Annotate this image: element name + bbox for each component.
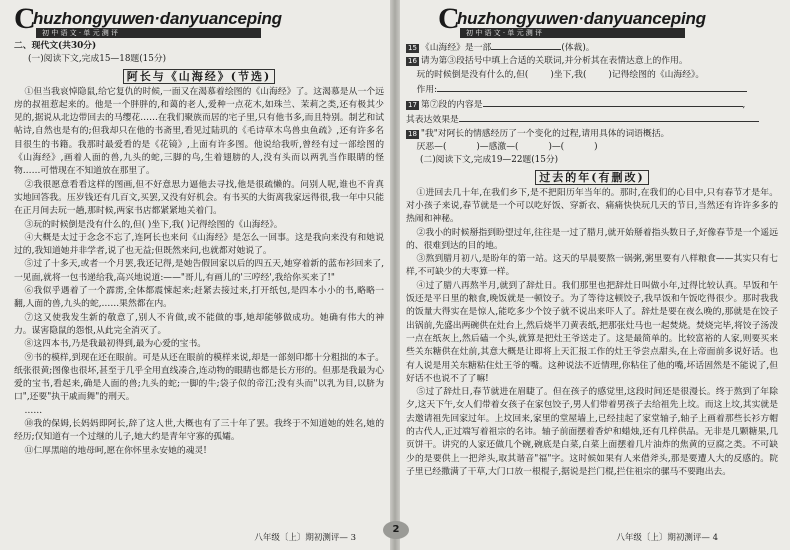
brand-title: huzhongyuwen·danyuanceping [457, 9, 706, 28]
right-page [398, 0, 790, 550]
paragraph: ③熬到腊月初八,是盼年的第一站。这天的早晨要熬一锅粥,粥里要有八样粮食——其实只有七样,不可缺少的大枣算一样。 [406, 254, 778, 278]
left-content [14, 40, 384, 458]
paragraph: …… [24, 405, 43, 416]
question-16-sentence: 玩的时候倒是没有什么的,但( )坐下,我( )记得绘图的《山海经》。 [416, 69, 705, 80]
question-17: 17 第⑦段的内容是 , [406, 97, 778, 112]
question-18: 18 "我"对阿长的情感经历了一个变化的过程,请用具体的词语概括。 [408, 128, 670, 139]
reading1-instruction: (一)阅读下文,完成15—18题(15分) [28, 54, 167, 65]
page-footer-right: 八年级〔上〕期初测评— 4 [616, 533, 718, 543]
brand-title: huzhongyuwen·danyuanceping [33, 9, 282, 28]
page-footer-left: 八年级〔上〕期初测评— 3 [254, 533, 356, 543]
left-page [0, 0, 392, 550]
paragraph: ⑥我似乎遇着了一个霹雳,全体都震悚起来;赶紧去接过来,打开纸包,是四本小小的书,略略一翻,人面的兽,九头的蛇,……果然都在内。 [14, 286, 384, 310]
paragraph: ②我很愿意看看这样的图画,但不好意思力逼他去寻找,他是很疏懒的。问别人呢,谁也不肯真实地回答我。压岁钱还有几百文,买罢,又没有好机会。有书买的大街离我家远得很,我一年中只能在正月间去玩一趟,那时候,两家书店都紧紧地关着门。 [14, 179, 384, 217]
paragraph: ⑤过了十多天,或者一个月罢,我还记得,是她告假回家以后的四五天,她穿着新的蓝布衫回来了,一见面,就将一包书递给我,高兴地说道:——"哥儿,有画儿的'三哼经',我给你买来了!" [14, 259, 384, 283]
article1-title: 阿长与《山海经》(节选) [14, 68, 384, 85]
paragraph: ①但当我哀悼隐鼠,给它复仇的时候,一面又在渴慕着绘图的《山海经》了。这渴慕是从一个远房的叔祖惹起来的。他是一个胖胖的,和蔼的老人,爱种一点花木,如珠兰、茉莉之类,还有极其少见的,据说从北边带回去的马缨花……在我们聚族而居的宅子里,只有他书多,而且特别。制艺和试帖诗,自然也是有的;但我却只在他的书斋里,看见过陆玑的《毛诗草木鸟兽虫鱼疏》,还有许多名目很生的书籍。我那时最爱看的是《花镜》,上面有许多图。他说给我听,曾经有过一部绘图的《山海经》,画着人面的兽,九头的蛇,三脚的鸟,生着翅膀的人,没有头而以两乳当作眼睛的怪物……可惜现在不知道放在那里了。 [14, 86, 384, 177]
right-content [406, 40, 778, 479]
answer-blank[interactable] [459, 112, 759, 122]
paragraph: ②我小的时候掰指到盼望过年,往往是一过了腊月,就开始掰着指头数日子,好像春节是一个遥远的、很难到达的目的地。 [406, 227, 778, 251]
paragraph: ⑪仁厚黑暗的地母呵,愿在你怀里永安她的魂灵! [24, 445, 207, 456]
question-16-effect: 作用: [406, 82, 778, 97]
paragraph: ⑨书的模样,到现在还在眼前。可是从还在眼前的模样来说,却是一部刻印都十分粗拙的本子。纸张很黄;图像也很坏,甚至于几乎全用直线凑合,连动物的眼睛也都是长方形的。但那是我最为心爱的宝书,看起来,确是人面的兽;九头的蛇;一脚的牛;袋子似的帝江;没有头而"以乳为目,以脐为口",还要"执干戚而舞"的刑天。 [14, 352, 384, 403]
paragraph: ④过了腊八再熬半月,就到了辞灶日。我们那里也把辞灶日叫做小年,过得比较认真。早饭和午饭还是平日里的粮食,晚饭就是一顿饺子。为了等待这顿饺子,我早饭和午饭吃得很少。那时我我的饭量大得实在是惊人,能吃多少个饺子就不说出来吓人了。辞灶是要在夜么晚的,那就是在饺子出锅前,先盛出两碗供在灶台上,然后烧半刀黄表纸,把那张灶马也一起焚烧。焚烧完毕,将饺子汤泼一点在纸灰上,然后磕一个头,就算是把灶王爷送走了。这是最简单的。比较富裕的人家,则要买来些关东糖供在灶前,其意大概是让即将上天汇报工作的灶王爷尝点甜头,在上帝面前多说好话。也有人说是用关东糖粘住灶王爷的嘴。这种说法不近情理,你粘住了他的嘴,坏话固然是不能说了,但好话不也说不了了嘛! [406, 280, 778, 384]
paragraph: ⑧这四本书,乃是我最初得到,最为心爱的宝书。 [24, 339, 207, 350]
question-17-line2: 其表达效果是 [406, 112, 778, 127]
paragraph: ⑩我的保姆,长妈妈即阿长,辞了这人世,大概也有了三十年了罢。我终于不知道她的姓名,她的经历;仅知道有一个过继的儿子,她大约是青年守寡的孤孀。 [14, 419, 384, 443]
page-number-badge: 2 [383, 521, 409, 539]
brand-initial: C [14, 2, 36, 35]
brand-subtitle: 初 中 语 文 · 单 元 测 评 [36, 28, 261, 38]
paragraph: ③玩的时候倒是没有什么的,但( )坐下,我( )记得绘图的《山海经》。 [24, 219, 283, 230]
brand-initial: C [438, 2, 460, 35]
answer-blank[interactable] [437, 82, 747, 92]
paragraph: ①进回去几十年,在我们乡下,是不把阳历年当年的。那时,在我们的心目中,只有春节才是年。对小孩子来说,春节就是一个可以吃好饭、穿新衣、痛痛快快玩几天的节日,当然还有许许多多的热闹和神秘。 [406, 187, 778, 225]
answer-blank[interactable] [483, 97, 743, 107]
paragraph: ④大概是太过于念念不忘了,连阿长也来问《山海经》是怎么一回事。这是我向来没有和她说过的,我知道她并非学者,说了也无益;但既然来问,也就都对她说了。 [14, 232, 384, 257]
reading2-instruction: (二)阅读下文,完成19—22题(15分) [420, 155, 559, 166]
question-15: 15 《山海经》是一部 (体裁)。 [406, 40, 778, 55]
question-18-chain: 厌恶—( )—感激—( )—( ) [416, 142, 598, 153]
article2-title: 过去的年(有删改) [406, 169, 778, 186]
section-heading: 二、现代文(共30分) [14, 41, 97, 51]
paragraph: ⑤过了辞灶日,春节就进在眉睫了。但在孩子的感觉里,这段时间还是很漫长。终于熬到了年除夕,这天下午,女人们带着女孩子在家包饺子,男人们带着男孩子去给祖先上坟。而这上坟,其实就是去邀请祖先回家过年。上坟回来,家里的堂屋墙上,已经挂起了家堂轴子,轴子上画着那些长衫方帽的古代人,正过端写着祖宗的名讳。轴子前面摆着香炉和蜡烛,还有几样供品。无非是几颗糖果,几页饼干。讲究的人家还做几个碗,碗底是白菜,白菜上面摆着几片油炸的焦黄的豆腐之类。不可缺少的是要供上一把斧头,取其谐音"福"字。这时候如果有人来借斧头,那是要遭人大的反感的。院子里已经撒满了干草,大门口放一根棍子,据说是拦门棍,拦住祖宗的骡马不要跑出去。 [406, 387, 778, 477]
question-16: 16 请为第③段括号中填上合适的关联词,并分析其在表情达意上的作用。 [408, 56, 688, 67]
answer-blank[interactable] [491, 40, 561, 50]
paragraph: ⑦这又使我发生新的敬意了,别人不肯做,或不能做的事,她却能够做成功。她确有伟大的神力。谋害隐鼠的怨恨,从此完全消灭了。 [14, 312, 384, 336]
brand-subtitle: 初 中 语 文 · 单 元 测 评 [460, 28, 685, 38]
